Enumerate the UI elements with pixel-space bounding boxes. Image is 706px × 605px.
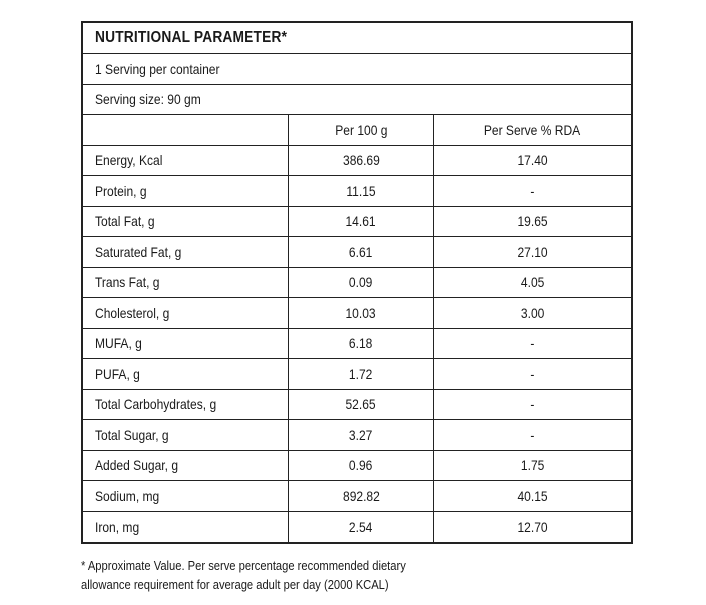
per-serve-rda-cell: - [530, 365, 535, 382]
table-row [83, 146, 631, 177]
nutrient-name-cell: Energy, Kcal [83, 146, 289, 176]
table-row [83, 390, 631, 421]
table-row [83, 207, 631, 238]
footnote-line-2: allowance requirement for average adult per day (2000 KCAL) [81, 577, 389, 592]
serving-size: Serving size: 90 gm [95, 91, 201, 108]
per-100g-cell: 10.03 [289, 298, 434, 328]
nutrient-name-cell: Protein, g [83, 176, 289, 206]
per-serve-rda-cell: 17.40 [517, 152, 548, 169]
table-body [83, 146, 631, 543]
per-serve-rda-cell: - [530, 182, 535, 199]
per-100g-cell: 0.09 [289, 268, 434, 298]
header-cell-per-100g: Per 100 g [289, 115, 434, 145]
per-serve-rda-cell: 1.75 [520, 457, 545, 474]
nutrient-name-cell: Total Carbohydrates, g [83, 390, 289, 420]
servings-per-container-row [83, 54, 631, 85]
table-row [83, 176, 631, 207]
nutrient-name-cell: Iron, mg [83, 512, 289, 543]
per-serve-rda-cell: 12.70 [517, 518, 548, 535]
per-100g-cell: 6.61 [289, 237, 434, 267]
per-serve-rda-cell: - [530, 335, 535, 352]
nutrient-name-cell: Total Fat, g [83, 207, 289, 237]
per-serve-rda-cell: 40.15 [517, 487, 548, 504]
serving-size-row [83, 85, 631, 116]
panel-title: NUTRITIONAL PARAMETER* [95, 29, 288, 46]
per-100g-cell: 52.65 [289, 390, 434, 420]
nutrient-name-cell: PUFA, g [83, 359, 289, 389]
per-100g-cell: 11.15 [289, 176, 434, 206]
per-serve-rda-cell: - [530, 426, 535, 443]
per-100g-cell: 6.18 [289, 329, 434, 359]
per-serve-rda-cell: 19.65 [517, 213, 548, 230]
table-row [83, 268, 631, 299]
table-row [83, 512, 631, 543]
per-serve-rda-cell: - [530, 396, 535, 413]
table-row [83, 329, 631, 360]
per-serve-rda-cell: 3.00 [520, 304, 545, 321]
nutrient-name-cell: Total Sugar, g [83, 420, 289, 450]
table-row [83, 481, 631, 512]
table-row [83, 420, 631, 451]
nutrient-name-cell: Saturated Fat, g [83, 237, 289, 267]
footnote-line-1: * Approximate Value. Per serve percentage recommended dietary [81, 558, 406, 573]
nutrient-name-cell: Added Sugar, g [83, 451, 289, 481]
nutrient-name-cell: Trans Fat, g [83, 268, 289, 298]
header-cell-per-serve-rda: Per Serve % RDA [484, 121, 581, 138]
panel-title-row [83, 23, 631, 54]
per-100g-cell: 892.82 [289, 481, 434, 511]
header-cell-nutrient [83, 115, 289, 145]
nutrient-name-cell: Sodium, mg [83, 481, 289, 511]
table-header-row [83, 115, 631, 146]
per-100g-cell: 0.96 [289, 451, 434, 481]
table-row [83, 451, 631, 482]
per-serve-rda-cell: 27.10 [517, 243, 548, 260]
table-row [83, 359, 631, 390]
footnote [81, 556, 641, 594]
per-100g-cell: 386.69 [289, 146, 434, 176]
nutrition-facts-panel [81, 21, 633, 544]
nutrient-name-cell: MUFA, g [83, 329, 289, 359]
per-serve-rda-cell: 4.05 [520, 274, 545, 291]
table-row [83, 298, 631, 329]
per-100g-cell: 1.72 [289, 359, 434, 389]
table-row [83, 237, 631, 268]
servings-per-container: 1 Serving per container [95, 60, 220, 77]
nutrient-name-cell: Cholesterol, g [83, 298, 289, 328]
per-100g-cell: 3.27 [289, 420, 434, 450]
per-100g-cell: 2.54 [289, 512, 434, 543]
per-100g-cell: 14.61 [289, 207, 434, 237]
